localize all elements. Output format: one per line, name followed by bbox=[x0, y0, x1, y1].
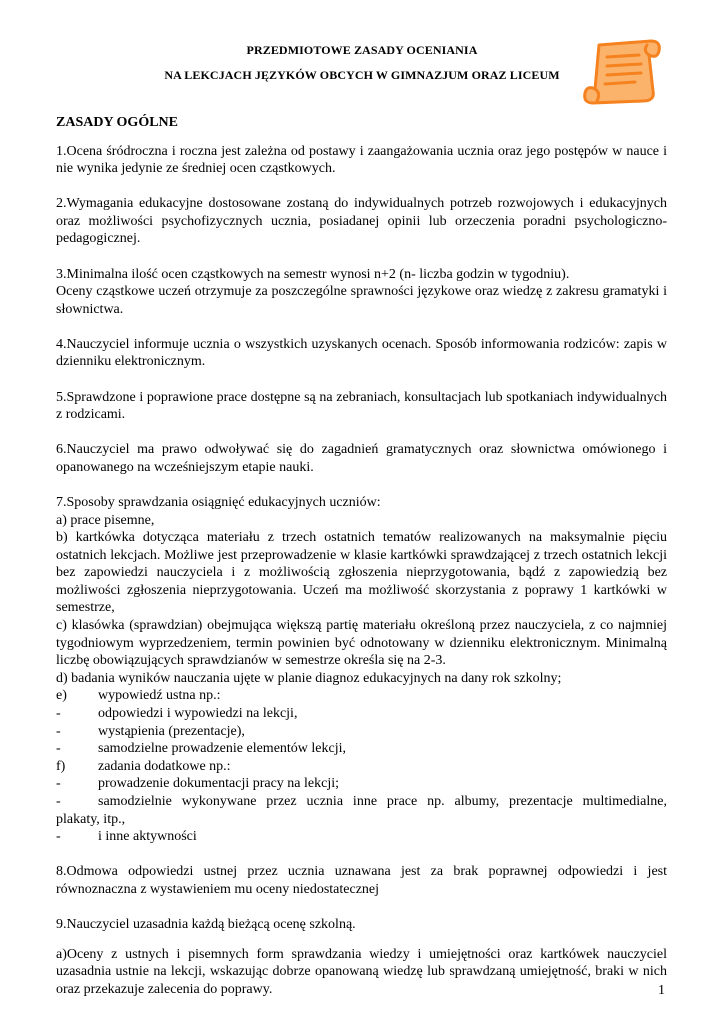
list-item bbox=[56, 758, 667, 776]
rule-6: 6.Nauczyciel ma prawo odwoływać się do zagadnień gramatycznych oraz słownictwa omówionego i opanowanego na wcześniejszym etapie nauki. bbox=[56, 442, 667, 475]
rule-9a: a)Oceny z ustnych i pisemnych form sprawdzania wiedzy i umiejętności oraz kartkówek nauczyciel uzasadnia ustnie na lekcji, wskazując dobrze opanowaną wiedzę lub sprawdzaną umiejętność, braki w nich oraz przekazuje zalecenia do poprawy. bbox=[56, 946, 667, 997]
list-item-text: samodzielnie wykonywane przez ucznia inne prace np. albumy, prezentacje multimedialne, bbox=[98, 794, 667, 809]
scroll-icon bbox=[577, 35, 667, 107]
document-title-line-2: NA LEKCJACH JĘZYKÓW OBCYCH W GIMNAZJUM ORAZ LICEUM bbox=[164, 68, 560, 82]
list-marker: - bbox=[56, 829, 61, 845]
list-marker: f) bbox=[56, 758, 66, 774]
rule-9: 9.Nauczyciel uzasadnia każdą bieżącą ocenę szkolną. bbox=[56, 916, 356, 932]
list-item-text: prowadzenie dokumentacji pracy na lekcji; bbox=[98, 776, 340, 792]
list-item bbox=[56, 740, 667, 758]
list-item bbox=[56, 687, 667, 705]
list-item-continuation: plakaty, itp., bbox=[56, 811, 126, 827]
list-item-text: odpowiedzi i wypowiedzi na lekcji, bbox=[98, 706, 298, 722]
list-item bbox=[56, 793, 667, 811]
rule-1: 1.Ocena śródroczna i roczna jest zależna od postawy i zaangażowania ucznia oraz jego postępów w nauce i nie wynika jedynie ze średniej ocen cząstkowych. bbox=[56, 143, 667, 177]
list-marker: e) bbox=[56, 688, 67, 704]
list-item-text: i inne aktywności bbox=[98, 829, 197, 845]
rule-2: 2.Wymagania edukacyjne dostosowane zostaną do indywidualnych potrzeb rozwojowych i edukacyjnych oraz możliwości psychofizycznych ucznia, posiadanej opinii lub orzeczenia poradni psychologiczno-pedagogicznej. bbox=[56, 196, 667, 247]
list-marker: - bbox=[56, 776, 61, 792]
list-item bbox=[56, 828, 667, 846]
list-item bbox=[56, 723, 667, 741]
list-item bbox=[56, 775, 667, 793]
list-item-text: wypowiedź ustna np.: bbox=[98, 688, 221, 704]
document-title-line-1: PRZEDMIOTOWE ZASADY OCENIANIA bbox=[246, 43, 478, 57]
rule-4: 4.Nauczyciel informuje ucznia o wszystkich uzyskanych ocenach. Sposób informowania rodziców: zapis w dzienniku elektronicznym. bbox=[56, 336, 667, 370]
rule-7-intro: 7.Sposoby sprawdzania osiągnięć edukacyjnych uczniów: bbox=[56, 494, 381, 510]
rule-7-d: d) badania wyników nauczania ujęte w planie diagnoz edukacyjnych na dany rok szkolny; bbox=[56, 670, 562, 686]
list-item-text: wystąpienia (prezentacje), bbox=[98, 723, 245, 739]
document-body bbox=[56, 114, 667, 1016]
rule-7-a: a) prace pisemne, bbox=[56, 512, 155, 528]
rule-3-line-2: Oceny cząstkowe uczeń otrzymuje za poszczególne sprawności językowe oraz wiedzę z zakresu gramatyki i słownictwa. bbox=[56, 284, 667, 317]
list-marker: - bbox=[56, 723, 61, 739]
section-heading: ZASADY OGÓLNE bbox=[56, 115, 179, 130]
rule-3 bbox=[56, 266, 667, 319]
page-number: 1 bbox=[658, 983, 665, 998]
list-marker: - bbox=[56, 706, 61, 722]
rule-8: 8.Odmowa odpowiedzi ustnej przez ucznia uznawana jest za brak poprawnej odpowiedzi i jest równoznaczna z wystawieniem mu oceny niedostatecznej bbox=[56, 864, 667, 897]
list-item-text: zadania dodatkowe np.: bbox=[98, 758, 231, 774]
rule-7-b: b) kartkówka dotycząca materiału z trzech ostatnich tematów realizowanych na maksymalnie pięciu ostatnich lekcjach. Możliwe jest przeprowadzenie w klasie kartkówki sprawdzającej z trzech ostatnich lekcji bez zapowiedzi nauczyciela i z możliwością zgłoszenia nieprzygotowania, bądź z zapowiedzią bez możliwości zgłoszenia nieprzygotowania. Uczeń ma możliwość skorzystania z poprawy 1 kartkówki w semestrze, bbox=[56, 530, 667, 616]
list-item-text: samodzielne prowadzenie elementów lekcji, bbox=[98, 741, 347, 757]
list-marker: - bbox=[56, 794, 61, 809]
rule-3-line-1: 3.Minimalna ilość ocen cząstkowych na semestr wynosi n+2 (n- liczba godzin w tygodniu). bbox=[56, 266, 570, 282]
rule-5: 5.Sprawdzone i poprawione prace dostępne są na zebraniach, konsultacjach lub spotkaniach indywidualnych z rodzicami. bbox=[56, 389, 667, 423]
rule-7-c: c) klasówka (sprawdzian) obejmująca większą partię materiału określoną przez nauczyciela, z co najmniej tygodniowym wyprzedzeniem, termin powinien być odnotowany w dzienniku elektronicznym. Minimalną liczbę obowiązujących sprawdzianów w semestrze określa się na 2-3. bbox=[56, 618, 667, 669]
rule-7 bbox=[56, 494, 667, 846]
list-marker: - bbox=[56, 741, 61, 757]
list-item bbox=[56, 705, 667, 723]
